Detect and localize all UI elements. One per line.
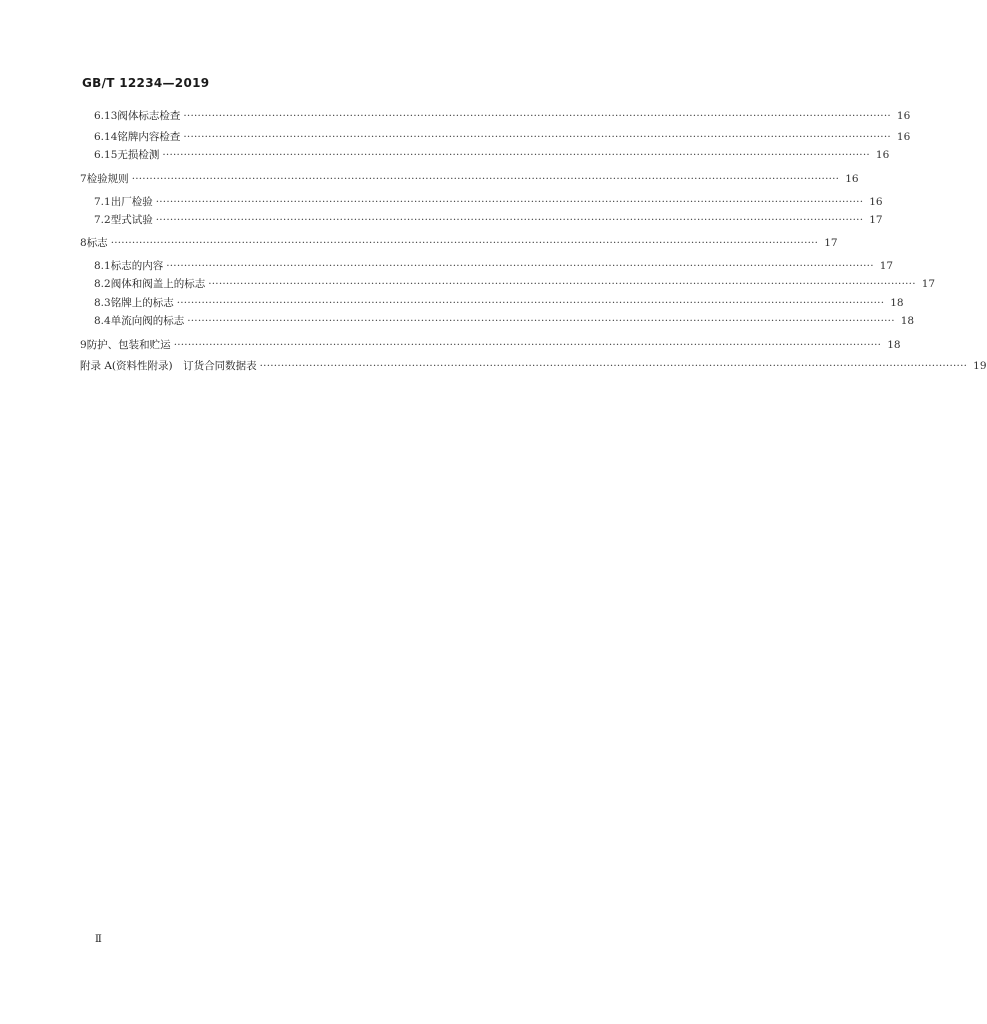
toc-dot-leader: ········································································································································································································ [183, 131, 891, 143]
toc-entry-number: 8 [80, 237, 87, 249]
toc-entry-number: 6.14 [94, 131, 118, 143]
toc-dot-leader: ········································································································································································································ [166, 260, 874, 272]
toc-entry-page: 16 [869, 196, 883, 208]
toc-dot-leader: ········································································································································································································ [183, 110, 891, 122]
toc-entry-title: 阀体和阀盖上的标志 [110, 278, 206, 290]
toc-entry-page: 17 [869, 214, 883, 226]
toc-entry-title: 阀体标志检查 [117, 110, 181, 122]
toc-entry-page: 17 [921, 278, 936, 290]
toc-entry[interactable] [80, 171, 859, 187]
toc-entry-page: 16 [845, 173, 859, 185]
toc-entry[interactable] [94, 313, 915, 329]
toc-entry-page: 18 [890, 297, 904, 309]
toc-entry-page: 16 [896, 131, 911, 143]
toc-entry-page: 17 [824, 237, 838, 249]
toc-entry-title: 标志的内容 [110, 260, 164, 272]
toc-dot-leader: ········································································································································································································ [173, 339, 882, 351]
toc-entry-page: 17 [879, 260, 894, 272]
toc-entry-number: 7.2 [94, 214, 111, 226]
toc-dot-leader: ········································································································································································································ [155, 214, 864, 226]
toc-entry[interactable] [94, 258, 894, 274]
toc-entry[interactable] [80, 358, 987, 374]
toc-dot-leader: ········································································································································································································ [110, 237, 819, 249]
toc-entry-number: 9 [80, 339, 87, 351]
toc-entry-number: 8.2 [94, 278, 111, 290]
toc-entry-title: 铭牌上的标志 [110, 297, 174, 309]
toc-entry[interactable] [94, 212, 883, 228]
toc-entry[interactable] [80, 235, 838, 251]
toc-dot-leader: ········································································································································································································ [162, 149, 870, 161]
toc-entry-number: 7.1 [94, 196, 111, 208]
toc-entry-number: 8.4 [94, 315, 111, 327]
toc-entry-title: 附录 A(资料性附录) 订货合同数据表 [80, 360, 257, 372]
toc-entry-title: 防护、包装和贮运 [86, 339, 171, 351]
toc-entry-number: 8.3 [94, 297, 111, 309]
page-number: Ⅱ [95, 934, 102, 945]
toc-entry[interactable] [94, 147, 890, 163]
toc-entry-number: 6.13 [94, 110, 118, 122]
toc-dot-leader: ········································································································································································································ [259, 360, 968, 372]
toc-dot-leader: ········································································································································································································ [155, 196, 864, 208]
toc-entry-title: 铭牌内容检查 [117, 131, 181, 143]
toc-entry-page: 16 [875, 149, 890, 161]
toc-entry-number: 8.1 [94, 260, 111, 272]
toc-entry-page: 18 [900, 315, 915, 327]
toc-entry-number: 6.15 [94, 149, 118, 161]
toc-entry-page: 16 [896, 110, 911, 122]
toc-entry-page: 19 [973, 360, 987, 372]
toc-dot-leader: ········································································································································································································ [131, 173, 840, 185]
toc-entry[interactable] [80, 337, 901, 353]
toc-entry[interactable] [94, 108, 911, 124]
toc-entry-title: 型式试验 [110, 214, 153, 226]
toc-entry[interactable] [94, 295, 904, 311]
toc-entry-number: 7 [80, 173, 87, 185]
toc-entry-title: 出厂检验 [110, 196, 153, 208]
toc-dot-leader: ········································································································································································································ [187, 315, 895, 327]
document-header: GB/T 12234—2019 [82, 76, 210, 90]
toc-entry[interactable] [94, 276, 936, 292]
toc-entry-page: 18 [887, 339, 901, 351]
toc-entry-title: 无损检测 [117, 149, 160, 161]
toc-entry[interactable] [94, 194, 883, 210]
toc-entry-title: 检验规则 [86, 173, 129, 185]
toc-entry-title: 标志 [86, 237, 108, 249]
toc-dot-leader: ········································································································································································································ [208, 278, 916, 290]
toc-entry[interactable] [94, 129, 911, 145]
toc-entry-title: 单流向阀的标志 [110, 315, 185, 327]
toc-dot-leader: ········································································································································································································ [176, 297, 885, 309]
